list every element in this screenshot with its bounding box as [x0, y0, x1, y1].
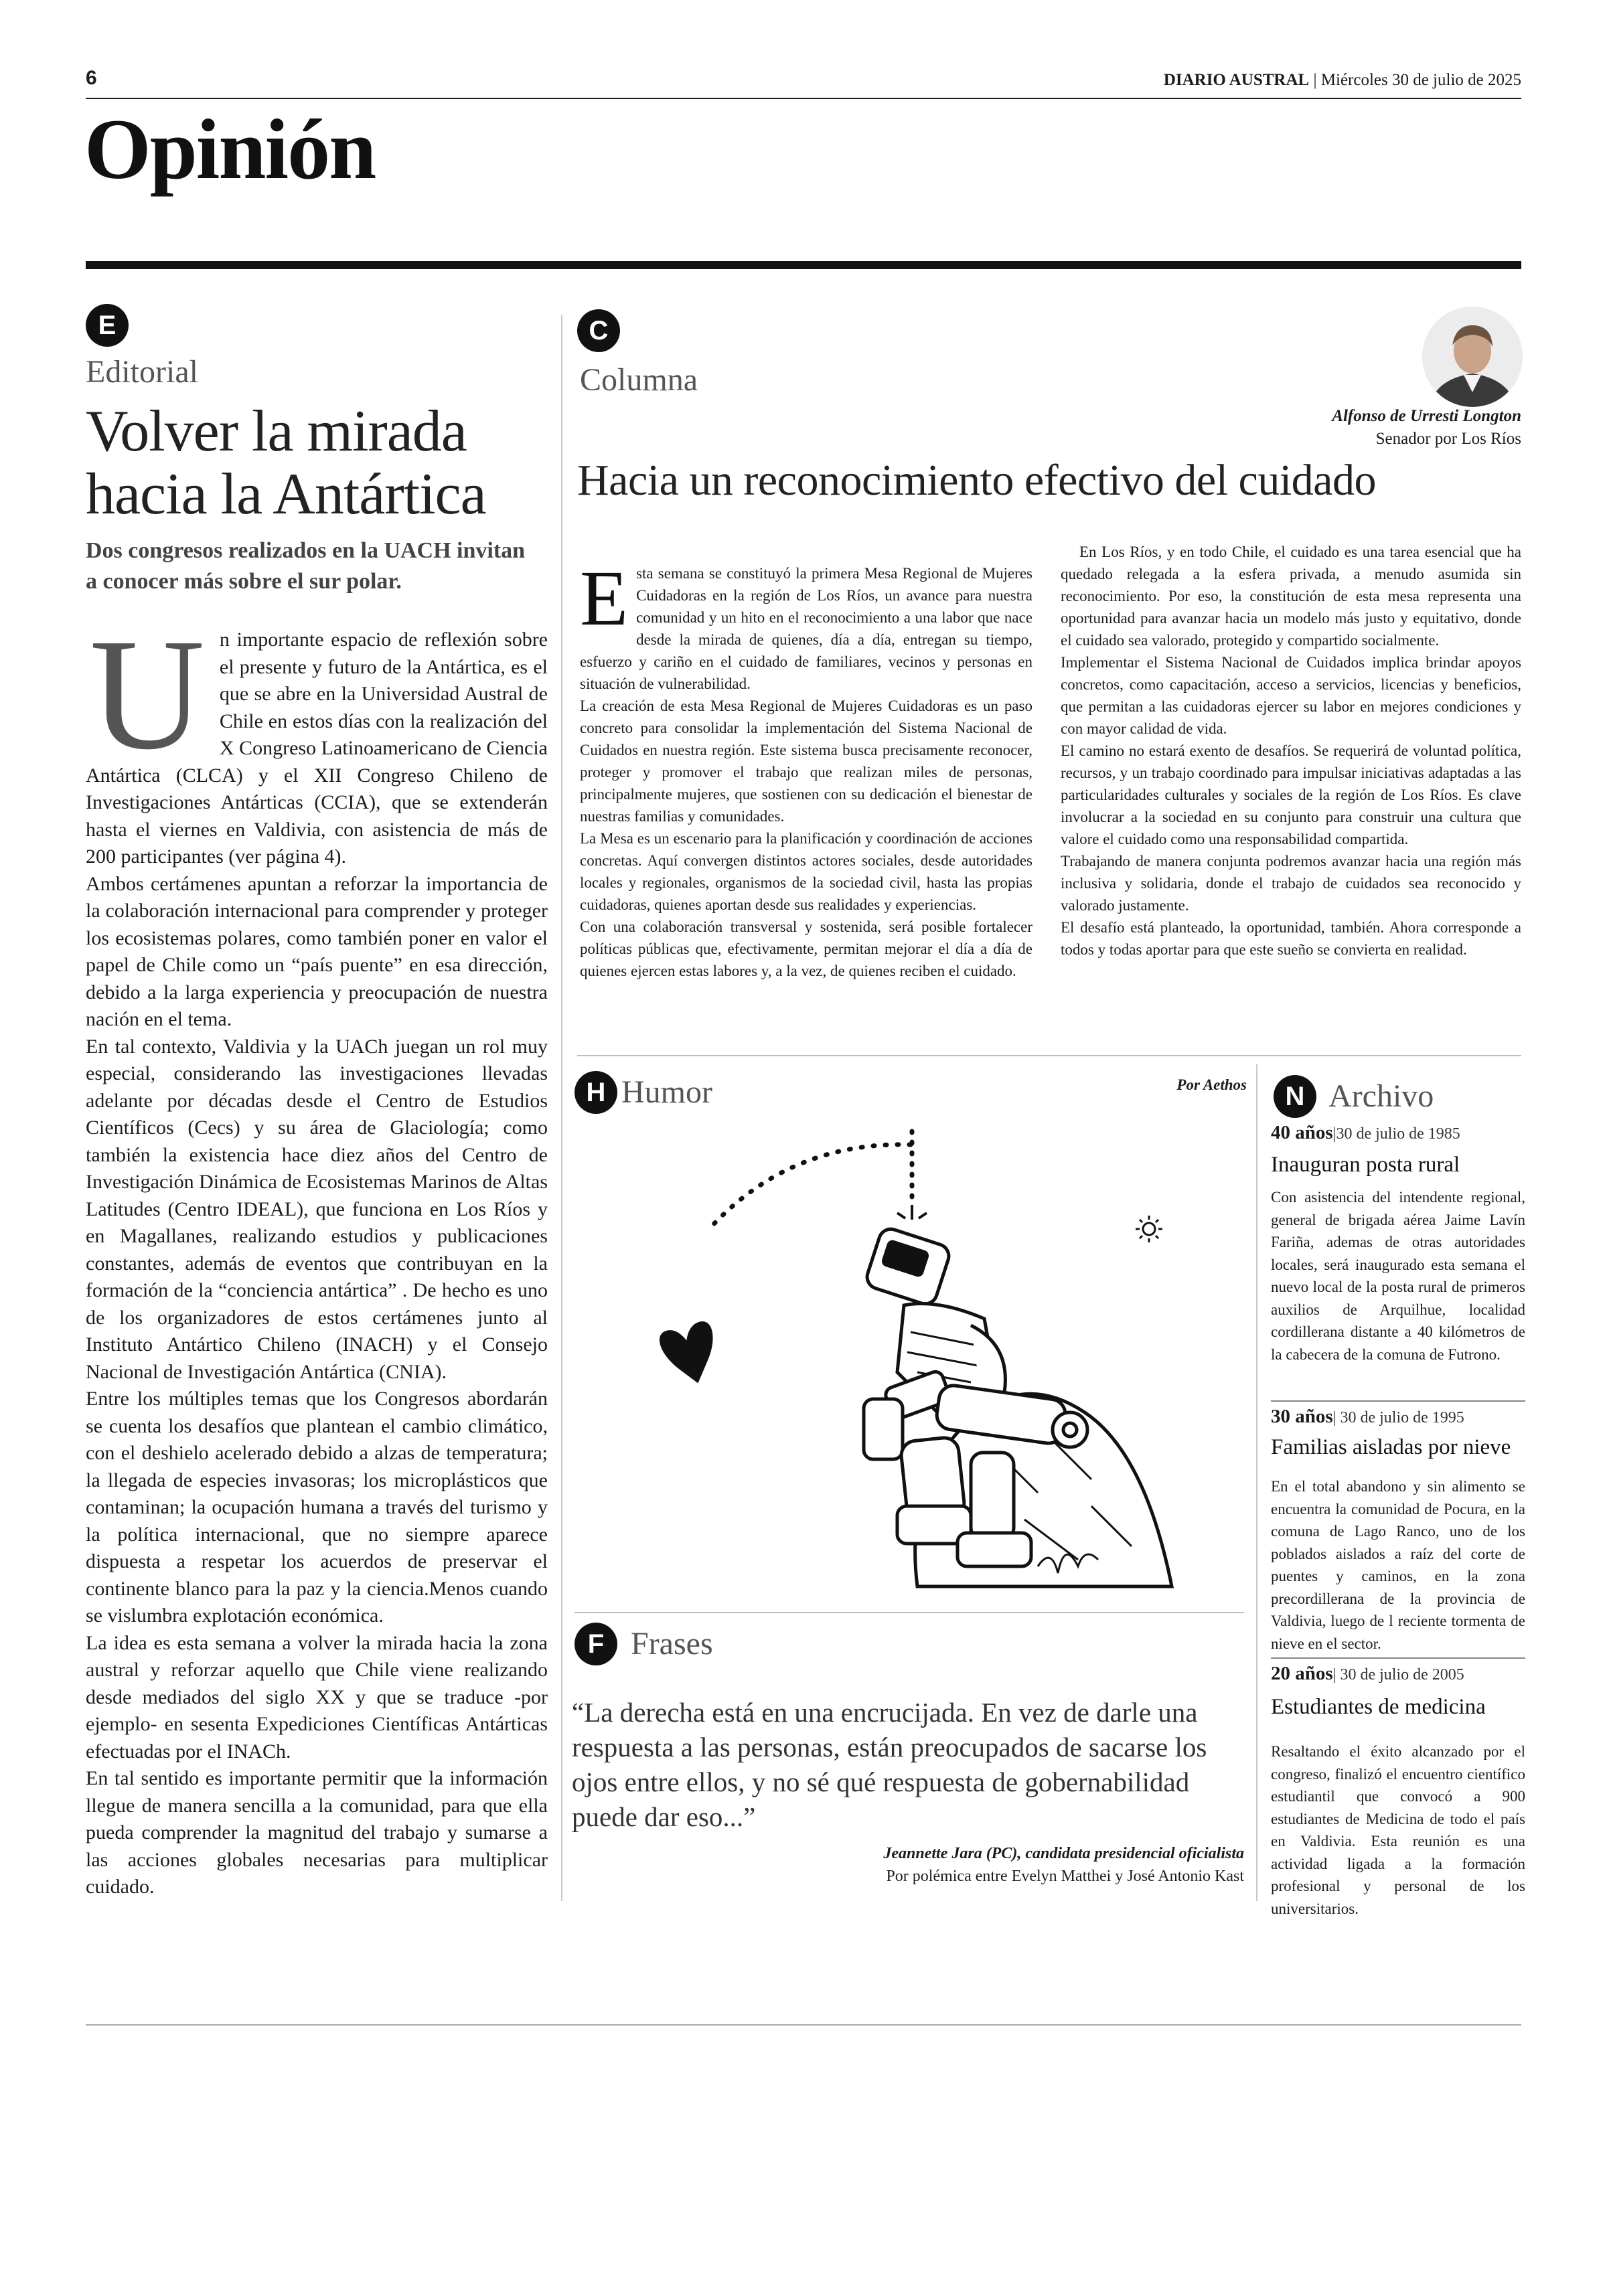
humor-badge: H: [575, 1071, 617, 1114]
editorial-paragraph: Entre los múltiples temas que los Congresos abordarán se cuenta los desafíos que plantean el cambio climático, con el deshielo acelerado debido a alzas de temperatura; la llegada de especies invasoras; los microplásticos que contaminan; la ocupación humana a través del turismo y la política internacional, que no siempre aparece dispuesta a respetar los acuerdos de preservar el continente blanco para la paz y la ciencia.Menos cuando se vislumbra explotación económica.: [86, 1388, 548, 1627]
editorial-paragraph: Ambos certámenes apuntan a reforzar la importancia de la colaboración internacional para comprender y proteger los ecosistemas polares, como también poner en valor el papel de Chile como un “país puente” en esa dirección, debido a la larga experiencia y preocupación de nuestra nación en el tema.: [86, 872, 548, 1030]
archive-item-3-header: [1271, 1663, 1525, 1685]
archive-years: 20 años: [1271, 1663, 1333, 1684]
humor-cartoon: [623, 1104, 1239, 1613]
column-paragraph: El camino no estará exento de desafíos. Se requerirá de voluntad política, recursos, y un trabajo coordinado para impulsar iniciativas adaptadas a las particularidades culturales y sociales de la región de Los Ríos. Es clave involucrar a la sociedad en su conjunto para construir una cultura que valore el cuidado como una responsabilidad compartida.: [1061, 742, 1521, 847]
column-paragraph: En Los Ríos, y en todo Chile, el cuidado es una tarea esencial que ha quedado relegada a la esfera privada, a menudo asumida sin reconocimiento. Por eso, la constitución de esta mesa representa una oportunidad para avanzar hacia un modelo más justo y equitativo, donde el cuidado sea valorado, protegido y compartido socialmente.: [1061, 544, 1521, 649]
column-bottom-rule: [577, 1055, 1521, 1056]
author-portrait-icon: [1422, 307, 1523, 407]
archive-item-text: Resaltando el éxito alcanzado por el congreso, finalizó el encuentro científico estudiantil que convocó a 900 estudiantes de Medicina de todo el país en Valdivia. Esta reunión es una actividad ligada a la formación profesional y personal de los universitarios.: [1271, 1743, 1525, 1917]
column-text-right: [1061, 541, 1521, 961]
archive-date: |30 de julio de 1985: [1332, 1125, 1460, 1143]
column-paragraph: Trabajando de manera conjunta podremos avanzar hacia una región más inclusiva y solidaria, donde el trabajo de cuidados sea reconocido y valorado justamente.: [1061, 853, 1521, 914]
editorial-title-line2: hacia la Antártica: [86, 462, 486, 527]
publication-name: DIARIO AUSTRAL: [1163, 71, 1310, 89]
editorial-badge: E: [86, 304, 129, 347]
column-paragraph: Con una colaboración transversal y sostenida, será posible fortalecer políticas públicas que, efectivamente, permitan mejorar el día a día de quienes ejercen estas labores y, a la vez, de quienes reciben el cuidado.: [580, 918, 1032, 979]
section-thick-rule: [86, 261, 1521, 269]
archive-item-2-header: [1271, 1406, 1525, 1428]
column-title: Hacia un reconocimiento efectivo del cuidado: [577, 456, 1376, 505]
archive-item-text: En el total abandono y sin alimento se encuentra la comunidad de Pocura, en la comuna de Lago Ranco, uno de los poblados aislados a raíz del corte de puentes y caminos, en la zona precordillerana de la provincia de Valdivia, luego de l reciente tormenta de nieve en el sector.: [1271, 1478, 1525, 1652]
issue-date: Miércoles 30 de julio de 2025: [1320, 71, 1521, 89]
editorial-paragraph: En tal sentido es importante permitir que la información llegue de manera sencilla a la comunidad, para que ella pueda comprender la magnitud del trabajo y sumarse a las acciones globales necesarias para multiplicar cuidado.: [86, 1767, 548, 1898]
masthead-info: [1164, 71, 1521, 90]
archive-rule: [1271, 1400, 1525, 1402]
sparkle-icon: [1136, 1216, 1162, 1242]
archive-item-text: Con asistencia del intendente regional, general de brigada aérea Jaime Lavín Fariña, ademas de otras autoridades locales, será inaugurado esta semana el nuevo local de la posta rural de primeros auxilios de Arquilhue, localidad cordillerana distante a 40 kilómetros de la cabecera de la comuna de Futrono.: [1271, 1189, 1525, 1363]
footer-rule: [86, 2024, 1521, 2026]
archive-date: | 30 de julio de 1995: [1332, 1409, 1464, 1426]
editorial-paragraph: n importante espacio de reflexión sobre el presente y futuro de la Antártica, es el que se abre en la Universidad Austral de Chile en estos días con la realización del X Congreso Latinoamericano de Ciencia Antártica (CLCA) y el XII Congreso Chileno de Investigaciones Antárticas (CCIA), que se extenderán hasta el viernes en Valdivia, con asistencia de más de 200 participantes (ver página 4).: [86, 629, 548, 868]
header-rule: [86, 98, 1521, 99]
heart-icon: [657, 1319, 724, 1390]
dotted-arc: [710, 1145, 911, 1228]
archive-label: Archivo: [1328, 1078, 1434, 1114]
frases-label: Frases: [631, 1626, 713, 1661]
frases-quote: “La derecha está en una encrucijada. En vez de darle una respuesta a las personas, están preocupados de sacarse los ojos entre ellos, y no sé qué respuesta de gobernabilidad puede dar eso...”: [572, 1697, 1207, 1832]
column-label: Columna: [580, 362, 698, 398]
column-text-left: [580, 554, 1032, 982]
author-role: Senador por Los Ríos: [1375, 430, 1521, 448]
page-number: 6: [86, 67, 97, 89]
humor-label: Humor: [621, 1074, 712, 1110]
column-paragraph: La creación de esta Mesa Regional de Mujeres Cuidadoras es un paso concreto para consolidar la implementación del Sistema Nacional de Cuidados en nuestra región. Este sistema busca precisamente reconocer, proteger y promover el trabajo que realizan miles de personas, principalmente mujeres, que sostienen con su dedicación el bienestar de nuestras familias y comunidades.: [580, 698, 1032, 825]
editorial-paragraph: En tal contexto, Valdivia y la UACh juegan un rol muy especial, considerando las investigaciones llevadas adelante por décadas desde el Centro de Estudios Científicos (Cecs) y su área de Glaciología; como también la existencia hace diez años del Centro de Investigación Dinámica de Ecosistemas Marinos de Altas Latitudes (Centro IDEAL), que funciona en Los Ríos y en Magallanes, realizando estudios y publicaciones constantes, además de eventos que contribuyan en la formación de la “conciencia antártica” . De hecho es uno de los organizadores de estos certámenes junto al Instituto Antártico Chileno (INACH) y el Consejo Nacional de Investigación Antártica (CNIA).: [86, 1035, 548, 1383]
editorial-subtitle: Dos congresos realizados en la UACH invitan a conocer más sobre el sur polar.: [86, 538, 526, 594]
column-paragraph: Esta semana se constituyó la primera Mesa Regional de Mujeres Cuidadoras en la región de Los Ríos, un avance para nuestra comunidad y un hito en el reconocimiento a una labor que nace desde la mirada de quienes, día a día, entregan su tiempo, esfuerzo y cariño en el cuidado de familiares, vecinos y personas en situación de vulnerabilidad.: [580, 554, 1032, 692]
frases-badge: F: [575, 1623, 617, 1665]
archive-item-1-header: [1271, 1122, 1525, 1144]
editorial-drop-cap: U: [90, 606, 205, 783]
editorial-body: [86, 606, 548, 1901]
column-divider: [561, 315, 562, 1901]
archive-date: | 30 de julio de 2005: [1332, 1666, 1464, 1684]
editorial-title-line1: Volver la mirada: [86, 399, 467, 464]
humor-credit: Por Aethos: [1176, 1076, 1247, 1093]
author-name: Alfonso de Urresti Longton: [1332, 407, 1521, 425]
archive-years: 30 años: [1271, 1406, 1333, 1427]
archive-rule: [1271, 1657, 1525, 1659]
frases-author: Jeannette Jara (PC), candidata presidencial oficialista: [883, 1845, 1244, 1862]
editorial-paragraph: La idea es esta semana a volver la mirada hacia la zona austral y reforzar aquello que Chile viene realizando desde mediados del siglo XX y que se traduce -por ejemplo- en sesenta Expediciones Científicas Antárticas efectuadas por el INACh.: [86, 1631, 548, 1762]
column-paragraph: La Mesa es un escenario para la planificación y coordinación de acciones concretas. Aquí convergen distintos actores sociales, desde autoridades locales y regionales, organismos de la sociedad civil, hasta las propias cuidadoras, quienes aportan desde sus realidades y experiencias.: [580, 830, 1032, 913]
archive-item-title: Estudiantes de medicina: [1271, 1695, 1486, 1719]
archive-years: 40 años: [1271, 1122, 1333, 1143]
section-title: Opinión: [84, 102, 376, 197]
separator: |: [1313, 71, 1317, 89]
frases-context: Por polémica entre Evelyn Matthei y José Antonio Kast: [886, 1868, 1244, 1885]
archive-item-title: Familias aisladas por nieve: [1271, 1435, 1511, 1459]
humor-archive-divider: [1256, 1064, 1257, 1901]
editorial-label: Editorial: [86, 354, 198, 390]
column-drop-cap: E: [580, 554, 629, 642]
archive-item-title: Inauguran posta rural: [1271, 1153, 1460, 1177]
column-paragraph: Implementar el Sistema Nacional de Cuidados implica brindar apoyos concretos, como capacitación, acceso a servicios, licencias y beneficios, que permitan a las cuidadoras ejercer su labor en mejores condiciones y con mayor calidad de vida.: [1061, 654, 1521, 737]
editorial-title: [86, 400, 486, 526]
column-paragraph: El desafío está planteado, la oportunidad, también. Ahora corresponde a todos y todas aportar para que este sueño se convierta en realidad.: [1061, 919, 1521, 958]
frases-top-rule: [575, 1612, 1244, 1613]
author-avatar: [1422, 307, 1523, 407]
column-badge: C: [577, 309, 620, 352]
archive-badge: N: [1274, 1075, 1316, 1118]
